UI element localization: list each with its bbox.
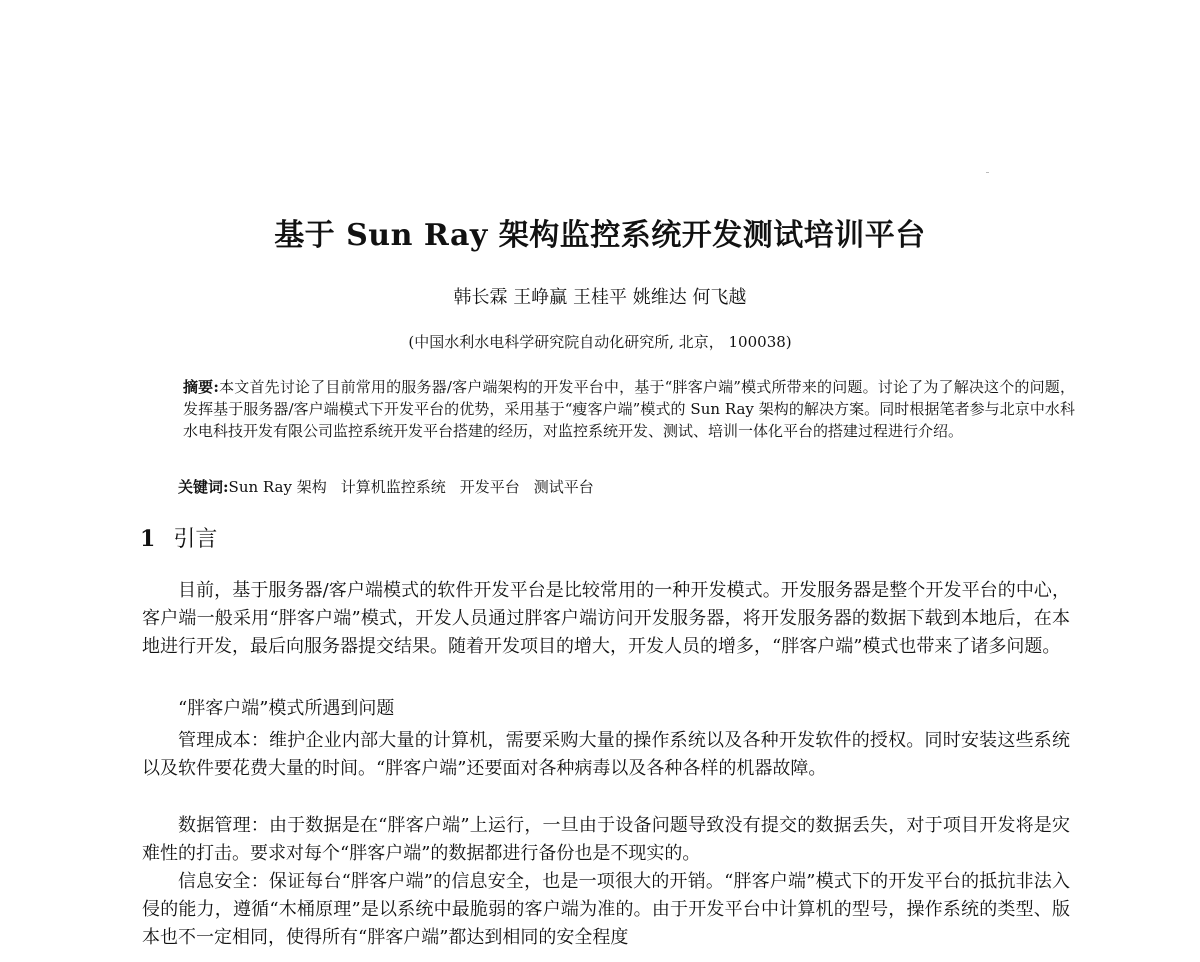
abstract-label: 摘要: bbox=[183, 378, 219, 396]
keywords-label: 关键词: bbox=[178, 478, 229, 496]
paragraph-intro bbox=[142, 577, 1070, 661]
paragraph-information-security bbox=[142, 868, 1070, 952]
paragraph-text: 目前，基于服务器/客户端模式的软件开发平台是比较常用的一种开发模式。开发服务器是整个开发平台的中心，客户端一般采用“胖客户端”模式，开发人员通过胖客户端访问开发服务器，将开发服务器的数据下载到本地后，在本地进行开发，最后向服务器提交结果。随着开发项目的增大，开发人员的增多，“胖客户端”模式也带来了诸多问题。 bbox=[142, 580, 1070, 657]
paragraph-text: 管理成本：维护企业内部大量的计算机，需要采购大量的操作系统以及各种开发软件的授权。同时安装这些系统以及软件要花费大量的时间。“胖客户端”还要面对各种病毒以及各种各样的机器故障。 bbox=[142, 730, 1070, 779]
abstract bbox=[183, 376, 1075, 442]
paragraph-text: 数据管理：由于数据是在“胖客户端”上运行，一旦由于设备问题导致没有提交的数据丢失，对于项目开发将是灾难性的打击。要求对每个“胖客户端”的数据都进行备份也是不现实的。 bbox=[142, 815, 1070, 864]
paper-title: 基于 Sun Ray 架构监控系统开发测试培训平台 bbox=[274, 218, 926, 253]
section-heading bbox=[140, 522, 217, 553]
scan-speck bbox=[986, 172, 989, 173]
paragraph-management-cost bbox=[142, 727, 1070, 783]
paragraph-text: 信息安全：保证每台“胖客户端”的信息安全，也是一项很大的开销。“胖客户端”模式下的开发平台的抵抗非法入侵的能力，遵循“木桶原理”是以系统中最脆弱的客户端为准的。由于开发平台中计算机的型号，操作系统的类型、版本也不一定相同，使得所有“胖客户端”都达到相同的安全程度 bbox=[142, 871, 1070, 948]
paragraph-problems-heading bbox=[142, 695, 1070, 723]
section-title: 引言 bbox=[173, 527, 218, 552]
keyword-item: 计算机监控系统 bbox=[340, 478, 446, 496]
keywords bbox=[178, 476, 1078, 498]
abstract-text: 本文首先讨论了目前常用的服务器/客户端架构的开发平台中，基于“胖客户端”模式所带来的问题。讨论了为了解决这个的问题，发挥基于服务器/客户端模式下开发平台的优势，采用基于“瘦客户端”模式的 Sun Ray 架构的解决方案。同时根据笔者参与北京中水科水电科技开发有限公司监控系统开发平台搭建的经历，对监控系统开发、测试、培训一体化平台的搭建过程进行介绍。 bbox=[183, 378, 1075, 440]
affiliation: (中国水利水电科学研究院自动化研究所, 北京， 100038) bbox=[408, 333, 792, 351]
keyword-item: Sun Ray 架构 bbox=[228, 478, 327, 496]
paragraph-data-management bbox=[142, 812, 1070, 868]
section-number: 1 bbox=[140, 526, 156, 552]
keyword-item: 开发平台 bbox=[459, 478, 520, 496]
keyword-item: 测试平台 bbox=[533, 478, 594, 496]
author-list: 韩长霖 王峥赢 王桂平 姚维达 何飞越 bbox=[453, 287, 747, 308]
paragraph-text: “胖客户端”模式所遇到问题 bbox=[178, 698, 395, 719]
